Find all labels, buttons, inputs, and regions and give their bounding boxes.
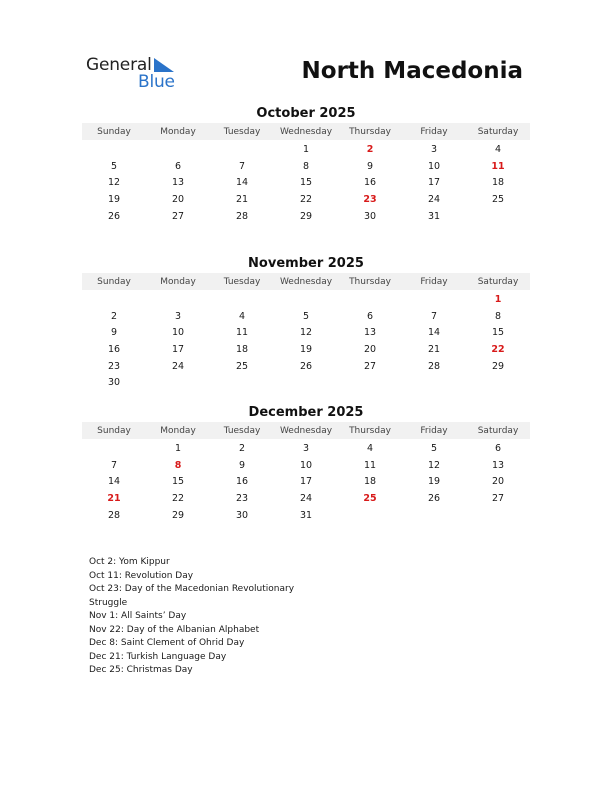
day-cell: 6 [494,443,502,454]
day-cell: 4 [494,144,502,155]
day-cell: 27 [363,360,377,372]
day-cell: 15 [491,327,505,339]
day-cell: 28 [107,509,121,521]
weekday-label: Friday [420,425,448,436]
day-cell: 4 [238,310,246,322]
weekday-label: Friday [420,126,448,137]
day-cell: 14 [107,476,121,488]
day-cell: 6 [174,160,182,172]
day-cell: 19 [107,194,121,206]
day-cell: 25 [491,194,505,206]
day-cell: 11 [363,459,377,471]
day-cell: 13 [491,459,505,471]
holiday-day-cell: 11 [491,160,505,172]
weekday-label: Wednesday [279,425,333,436]
holiday-note: Dec 21: Turkish Language Day [89,651,227,662]
day-cell: 18 [235,344,249,356]
holiday-day-cell: 22 [491,344,505,356]
day-cell: 15 [171,476,185,488]
empty-day-cell [82,441,146,458]
logo-flag-icon [154,58,174,72]
day-cell: 21 [235,194,249,206]
weekday-label: Wednesday [279,126,333,137]
weekday-header [82,422,530,439]
weekday-label: Tuesday [223,126,261,137]
holiday-note: Dec 25: Christmas Day [89,665,193,675]
day-cell: 11 [235,327,249,339]
day-cell: 12 [427,459,441,471]
day-grid [82,142,530,225]
day-cell: 24 [299,493,313,505]
empty-day-cell [82,292,146,309]
weekday-label: Monday [160,425,196,436]
day-cell: 22 [299,194,313,206]
weekday-header [82,123,530,140]
empty-day-cell [210,292,274,309]
holiday-day-cell: 8 [174,459,182,471]
logo-text-general: General [86,55,152,75]
weekday-label: Monday [160,126,196,137]
day-cell: 31 [299,509,313,521]
weekday-label: Thursday [349,276,391,287]
day-cell: 18 [363,476,377,488]
day-cell: 21 [427,344,441,356]
day-cell: 29 [171,509,185,521]
day-cell: 10 [171,327,185,339]
day-cell: 23 [107,360,121,372]
weekday-header [82,273,530,290]
weekday-label: Sunday [97,425,131,436]
day-cell: 12 [299,327,313,339]
brand-logo [86,55,186,95]
holiday-note: Oct 2: Yom Kippur [89,557,170,567]
weekday-label: Tuesday [223,425,261,436]
day-cell: 20 [171,194,185,206]
logo-text-blue: Blue [138,72,175,92]
day-cell: 26 [107,210,121,222]
day-cell: 6 [366,310,374,322]
day-cell: 19 [299,344,313,356]
day-cell: 1 [174,443,182,454]
holiday-day-cell: 2 [366,144,374,155]
day-cell: 5 [110,160,118,172]
day-cell: 23 [235,493,249,505]
holiday-notes [89,556,309,678]
weekday-label: Thursday [349,425,391,436]
day-cell: 14 [427,327,441,339]
day-cell: 27 [171,210,185,222]
day-cell: 4 [366,443,374,454]
day-cell: 16 [107,344,121,356]
day-cell: 27 [491,493,505,505]
holiday-note: Nov 1: All Saints’ Day [89,611,187,621]
day-cell: 18 [491,177,505,189]
holiday-day-cell: 21 [107,493,121,505]
month-november [82,255,530,392]
country-title: North Macedonia [301,58,523,84]
day-cell: 8 [302,160,310,172]
holiday-day-cell: 23 [363,194,377,206]
weekday-label: Sunday [97,276,131,287]
day-cell: 9 [238,459,246,471]
weekday-label: Tuesday [223,276,261,287]
month-title: December 2025 [248,405,364,420]
day-cell: 30 [107,377,121,389]
day-cell: 28 [427,360,441,372]
day-cell: 12 [107,177,121,189]
day-cell: 20 [491,476,505,488]
day-cell: 8 [494,310,502,322]
day-cell: 13 [363,327,377,339]
day-grid [82,441,530,524]
day-cell: 1 [302,144,310,155]
day-cell: 16 [363,177,377,189]
day-cell: 26 [427,493,441,505]
day-cell: 24 [427,194,441,206]
month-title: November 2025 [248,256,364,271]
month-december [82,404,530,524]
day-cell: 3 [430,144,438,155]
day-cell: 7 [110,459,118,471]
day-cell: 2 [238,443,246,454]
day-cell: 17 [171,344,185,356]
day-cell: 31 [427,210,441,222]
month-october [82,105,530,225]
day-cell: 10 [299,459,313,471]
day-cell: 3 [302,443,310,454]
day-cell: 25 [235,360,249,372]
day-grid [82,292,530,392]
month-title: October 2025 [256,106,356,121]
day-cell: 28 [235,210,249,222]
day-cell: 5 [430,443,438,454]
holiday-note: Oct 11: Revolution Day [89,570,194,581]
empty-day-cell [82,142,146,159]
day-cell: 10 [427,160,441,172]
day-cell: 16 [235,476,249,488]
day-cell: 9 [366,160,374,172]
day-cell: 9 [110,327,118,339]
holiday-day-cell: 1 [494,294,502,305]
day-cell: 17 [427,177,441,189]
weekday-label: Sunday [97,126,131,137]
empty-day-cell [274,292,338,309]
weekday-label: Saturday [477,126,519,137]
day-cell: 15 [299,177,313,189]
day-cell: 19 [427,476,441,488]
weekday-label: Friday [420,276,448,287]
holiday-note: Dec 8: Saint Clement of Ohrid Day [89,638,245,648]
holiday-day-cell: 25 [363,493,377,505]
day-cell: 5 [302,310,310,322]
holiday-note: Oct 23: Day of the Macedonian Revolutionary Struggle [89,584,295,608]
day-cell: 7 [430,310,438,322]
day-cell: 24 [171,360,185,372]
day-cell: 3 [174,310,182,322]
day-cell: 20 [363,344,377,356]
day-cell: 30 [363,210,377,222]
day-cell: 26 [299,360,313,372]
day-cell: 22 [171,493,185,505]
day-cell: 7 [238,160,246,172]
empty-day-cell [402,292,466,309]
empty-day-cell [210,142,274,159]
weekday-label: Thursday [349,126,391,137]
empty-day-cell [146,292,210,309]
day-cell: 17 [299,476,313,488]
empty-day-cell [338,292,402,309]
weekday-label: Saturday [477,276,519,287]
day-cell: 2 [110,310,118,322]
weekday-label: Saturday [477,425,519,436]
day-cell: 29 [491,360,505,372]
weekday-label: Wednesday [279,276,333,287]
day-cell: 14 [235,177,249,189]
day-cell: 30 [235,509,249,521]
weekday-label: Monday [160,276,196,287]
holiday-note: Nov 22: Day of the Albanian Alphabet [89,624,260,635]
day-cell: 13 [171,177,185,189]
empty-day-cell [146,142,210,159]
day-cell: 29 [299,210,313,222]
